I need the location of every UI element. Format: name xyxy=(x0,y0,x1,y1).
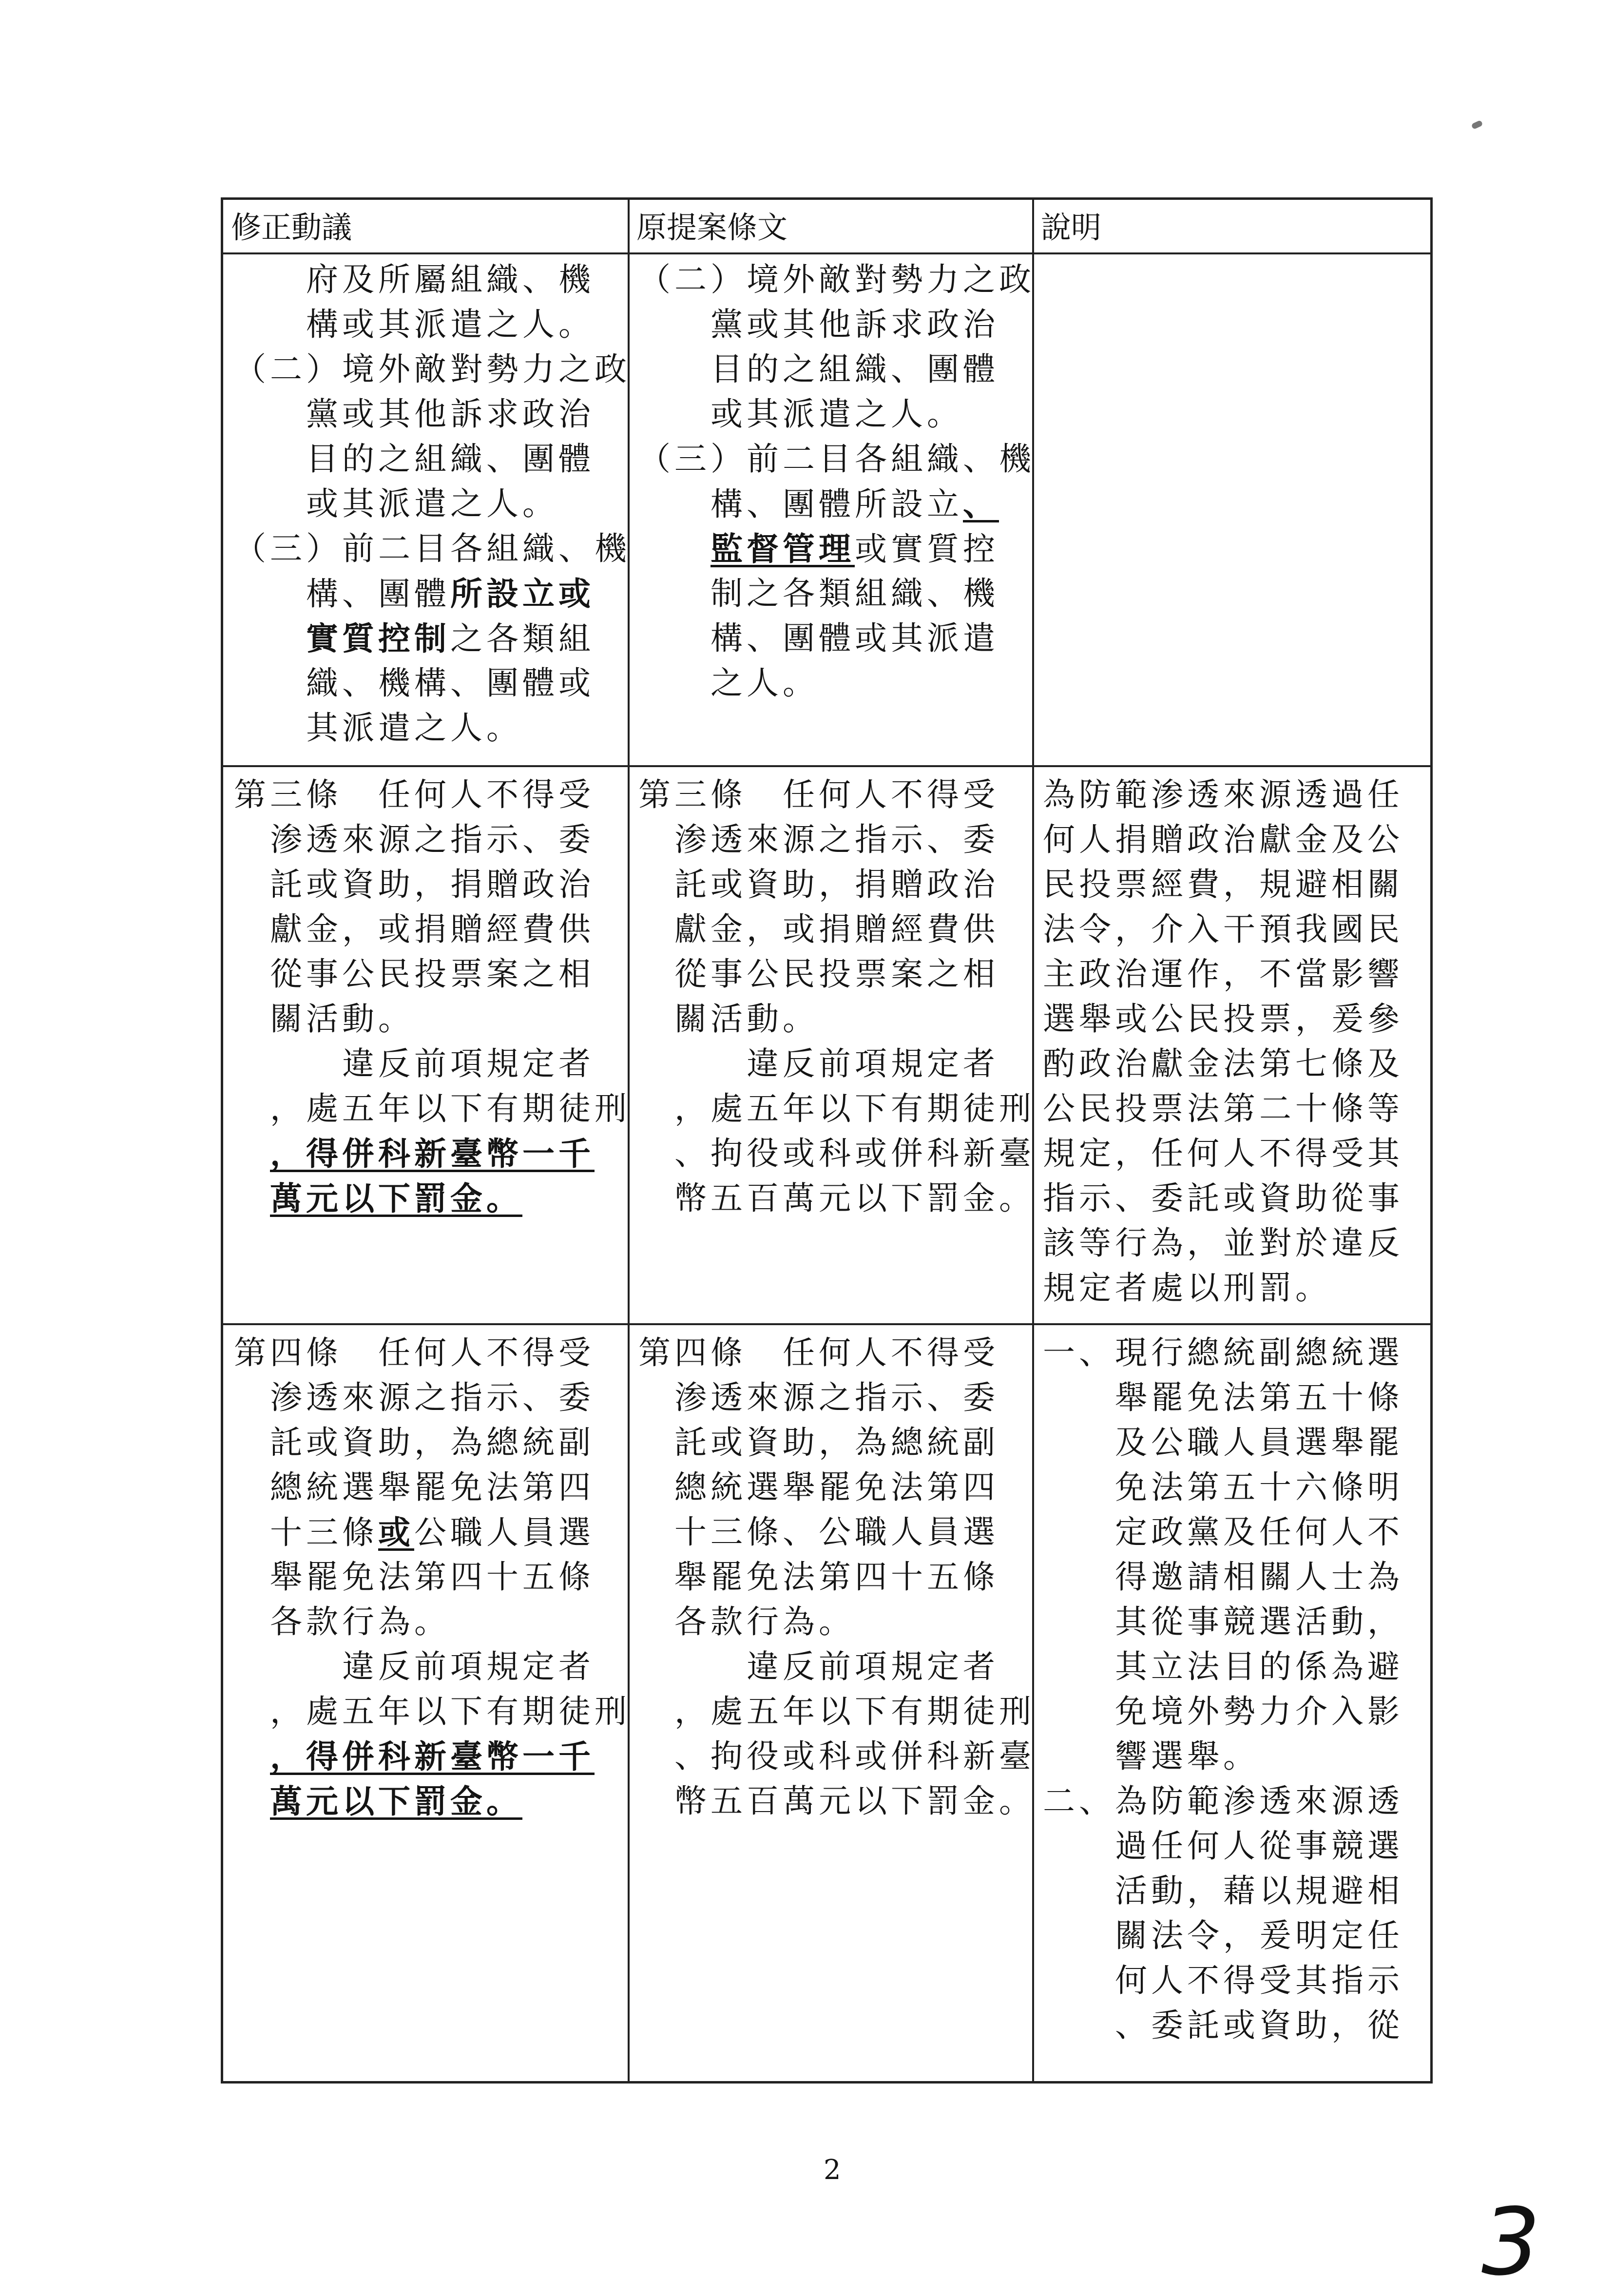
text-line xyxy=(234,817,631,862)
article4-original-text xyxy=(638,1331,1035,1824)
text-line xyxy=(234,257,631,302)
text-segment: （二）境外敵對勢力之政 xyxy=(234,350,631,388)
text-line xyxy=(1043,1555,1403,1600)
text-line xyxy=(234,1420,631,1465)
text-line xyxy=(638,997,1035,1042)
text-line xyxy=(638,1510,1035,1555)
text-line xyxy=(234,1176,631,1221)
text-segment: 十三條、公職人員選 xyxy=(638,1513,999,1551)
text-segment: 目的之組織、團體 xyxy=(234,440,595,478)
text-line xyxy=(234,482,631,526)
text-segment: （三）前二目各組織、機 xyxy=(234,530,631,567)
scan-speck xyxy=(1471,120,1483,130)
text-line xyxy=(638,1555,1035,1600)
text-segment: 構、團體或其派遣 xyxy=(638,619,999,657)
header-explanation: 說明 xyxy=(1041,210,1102,245)
text-segment: 主政治運作，不當影響 xyxy=(1043,955,1403,993)
text-line xyxy=(1043,772,1403,817)
emphasized-text: 所設立或 xyxy=(450,575,595,613)
text-segment: 各款行為。 xyxy=(638,1603,855,1640)
text-segment: 一、現行總統副總統選 xyxy=(1043,1334,1403,1371)
text-segment: 免法第五十六條明 xyxy=(1043,1468,1403,1506)
text-segment: 託或資助，為總統副 xyxy=(638,1424,999,1461)
text-line xyxy=(1043,1042,1403,1086)
text-line xyxy=(638,616,1035,661)
text-segment: 府及所屬組織、機 xyxy=(234,261,595,298)
text-segment: 黨或其他訴求政治 xyxy=(638,306,999,343)
text-line xyxy=(638,1734,1035,1779)
text-line xyxy=(234,616,631,661)
text-segment: 從事公民投票案之相 xyxy=(234,955,595,993)
text-segment: 獻金，或捐贈經費供 xyxy=(638,910,999,948)
comparison-table xyxy=(221,197,1433,2084)
row1-original-text xyxy=(638,257,1035,706)
text-line xyxy=(234,862,631,907)
emphasized-text: 監督管理 xyxy=(710,530,855,568)
text-segment: 構或其派遣之人。 xyxy=(234,306,595,343)
text-line xyxy=(1043,1913,1403,1958)
emphasized-text: 萬元以下罰金。 xyxy=(270,1179,522,1217)
text-line xyxy=(638,437,1035,482)
text-line xyxy=(234,526,631,571)
row-divider xyxy=(223,765,1430,767)
text-segment xyxy=(638,530,710,568)
text-line xyxy=(234,347,631,392)
text-line xyxy=(638,661,1035,706)
text-line xyxy=(1043,1086,1403,1131)
header-divider xyxy=(223,252,1430,254)
text-segment: 公職人員選 xyxy=(414,1514,595,1551)
article4-explanation-text xyxy=(1043,1331,1403,2048)
text-segment: 法令，介入干預我國民 xyxy=(1043,910,1403,948)
text-segment: 酌政治獻金法第七條及 xyxy=(1043,1045,1403,1082)
text-line xyxy=(234,392,631,437)
text-line xyxy=(1043,1779,1403,1824)
text-segment: 何人不得受其指示 xyxy=(1043,1962,1403,1999)
emphasized-text: ，得併科新臺幣一千 xyxy=(270,1737,595,1775)
text-segment: 關活動。 xyxy=(638,1000,819,1038)
text-segment xyxy=(234,1180,270,1217)
text-segment: ，處五年以下有期徒刑 xyxy=(234,1090,631,1127)
text-line xyxy=(1043,1331,1403,1375)
page-number: 2 xyxy=(824,2154,841,2186)
text-segment: 或實質控 xyxy=(855,530,999,568)
text-segment: 渗透來源之指示、委 xyxy=(234,821,595,858)
text-line xyxy=(1043,817,1403,862)
text-segment: （三）前二目各組織、機 xyxy=(638,440,1035,478)
text-line xyxy=(638,526,1035,571)
text-segment: 過任何人從事競選 xyxy=(1043,1827,1403,1865)
text-segment: 違反前項規定者 xyxy=(234,1648,595,1685)
text-line xyxy=(1043,2003,1403,2048)
text-segment: 違反前項規定者 xyxy=(638,1648,999,1685)
text-segment: 規定者處以刑罰。 xyxy=(1043,1269,1331,1307)
text-line xyxy=(638,1331,1035,1375)
text-line xyxy=(234,302,631,347)
text-line xyxy=(638,862,1035,907)
handwritten-page-mark: 3 xyxy=(1481,2188,1540,2296)
text-line xyxy=(234,571,631,616)
text-segment: 十三條 xyxy=(234,1514,378,1551)
text-segment: 或其派遣之人。 xyxy=(234,485,558,522)
text-line xyxy=(638,1600,1035,1644)
article4-amendment-text xyxy=(234,1331,631,1824)
text-line xyxy=(234,1600,631,1644)
text-segment: 關活動。 xyxy=(234,1000,414,1038)
article3-amendment-text xyxy=(234,772,631,1221)
text-segment: 從事公民投票案之相 xyxy=(638,955,999,993)
text-line xyxy=(1043,952,1403,997)
text-segment: 舉罷免法第五十條 xyxy=(1043,1379,1403,1416)
text-line xyxy=(638,952,1035,997)
text-segment: 之人。 xyxy=(638,664,819,702)
text-segment: 、委託或資助，從 xyxy=(1043,2007,1403,2044)
text-line xyxy=(638,1086,1035,1131)
text-line xyxy=(1043,1131,1403,1176)
text-segment: 其派遣之人。 xyxy=(234,709,522,747)
text-line xyxy=(1043,1644,1403,1689)
text-segment: 關法令，爰明定任 xyxy=(1043,1917,1403,1954)
text-segment: 為防範渗透來源透過任 xyxy=(1043,776,1403,813)
text-line xyxy=(1043,1958,1403,2003)
emphasized-text: 實質控制 xyxy=(306,619,450,657)
text-line xyxy=(1043,1266,1403,1311)
text-line xyxy=(638,482,1035,526)
text-line xyxy=(1043,862,1403,907)
text-segment: 第四條 任何人不得受 xyxy=(234,1334,595,1371)
text-segment: 總統選舉罷免法第四 xyxy=(638,1468,999,1506)
article3-original-text xyxy=(638,772,1035,1221)
text-segment xyxy=(234,620,306,657)
text-line xyxy=(1043,1375,1403,1420)
text-segment: 獻金，或捐贈經費供 xyxy=(234,910,595,948)
text-line xyxy=(1043,1465,1403,1510)
text-line xyxy=(234,907,631,952)
text-segment xyxy=(234,1135,270,1173)
text-segment: 二、為防範渗透來源透 xyxy=(1043,1782,1403,1820)
text-segment: 第三條 任何人不得受 xyxy=(638,776,999,813)
text-line xyxy=(638,1042,1035,1086)
text-line xyxy=(1043,997,1403,1042)
text-segment: 構、團體所設立 xyxy=(638,485,963,523)
text-line xyxy=(638,1465,1035,1510)
text-segment: 之各類組 xyxy=(450,620,595,657)
text-segment: 託或資助，為總統副 xyxy=(234,1424,595,1461)
text-segment xyxy=(234,1738,270,1775)
text-segment: 活動，藉以規避相 xyxy=(1043,1872,1403,1910)
text-line xyxy=(234,772,631,817)
row1-amendment-text xyxy=(234,257,631,751)
text-segment: 渗透來源之指示、委 xyxy=(234,1379,595,1416)
text-line xyxy=(234,1779,631,1824)
emphasized-text: 萬元以下罰金。 xyxy=(270,1782,522,1820)
text-segment: 違反前項規定者 xyxy=(234,1045,595,1082)
text-line xyxy=(1043,1510,1403,1555)
text-line xyxy=(234,437,631,482)
text-segment: 幣五百萬元以下罰金。 xyxy=(638,1782,1035,1820)
text-segment: ，處五年以下有期徒刑 xyxy=(234,1693,631,1730)
text-line xyxy=(1043,1689,1403,1734)
emphasized-text: ，得併科新臺幣一千 xyxy=(270,1135,595,1173)
text-line xyxy=(638,1176,1035,1221)
text-segment: （二）境外敵對勢力之政 xyxy=(638,261,1035,298)
text-segment: 響選舉。 xyxy=(1043,1737,1259,1775)
text-segment: 織、機構、團體或 xyxy=(234,664,595,702)
text-segment: 各款行為。 xyxy=(234,1603,450,1640)
row-divider xyxy=(223,1323,1430,1325)
text-segment: 第四條 任何人不得受 xyxy=(638,1334,999,1371)
text-line xyxy=(234,997,631,1042)
text-segment: 總統選舉罷免法第四 xyxy=(234,1468,595,1506)
text-line xyxy=(638,347,1035,392)
text-segment: 其立法目的係為避 xyxy=(1043,1648,1403,1685)
text-line xyxy=(1043,907,1403,952)
text-segment xyxy=(234,1783,270,1820)
emphasized-text: 或 xyxy=(378,1513,414,1551)
text-segment: 違反前項規定者 xyxy=(638,1045,999,1082)
text-line xyxy=(638,1689,1035,1734)
text-line xyxy=(638,1420,1035,1465)
text-segment: 民投票經費，規避相關 xyxy=(1043,866,1403,903)
header-original: 原提案條文 xyxy=(636,210,788,245)
text-line xyxy=(234,1644,631,1689)
text-line xyxy=(1043,1420,1403,1465)
text-line xyxy=(638,772,1035,817)
text-line xyxy=(234,1689,631,1734)
text-segment: 其從事競選活動， xyxy=(1043,1603,1403,1640)
text-segment: 構、團體 xyxy=(234,575,450,613)
text-segment: 公民投票法第二十條等 xyxy=(1043,1090,1403,1127)
text-line xyxy=(638,1131,1035,1176)
text-line xyxy=(234,1555,631,1600)
text-segment: 目的之組織、團體 xyxy=(638,350,999,388)
header-amendment: 修正動議 xyxy=(231,210,352,245)
text-line xyxy=(638,302,1035,347)
text-line xyxy=(234,1086,631,1131)
text-line xyxy=(234,1734,631,1779)
text-line xyxy=(1043,1734,1403,1779)
text-segment: 託或資助，捐贈政治 xyxy=(234,866,595,903)
text-segment: 定政黨及任何人不 xyxy=(1043,1513,1403,1551)
text-segment: ，處五年以下有期徒刑 xyxy=(638,1693,1035,1730)
text-line xyxy=(638,1779,1035,1824)
text-segment: 黨或其他訴求政治 xyxy=(234,395,595,433)
emphasized-text: 、 xyxy=(963,485,999,523)
text-segment: 渗透來源之指示、委 xyxy=(638,821,999,858)
text-line xyxy=(1043,1824,1403,1869)
text-line xyxy=(638,1375,1035,1420)
text-line xyxy=(234,1331,631,1375)
text-segment: ，處五年以下有期徒刑 xyxy=(638,1090,1035,1127)
text-line xyxy=(234,706,631,751)
text-line xyxy=(1043,1176,1403,1221)
text-segment: 舉罷免法第四十五條 xyxy=(638,1558,999,1596)
text-line xyxy=(1043,1221,1403,1266)
text-segment: 規定，任何人不得受其 xyxy=(1043,1135,1403,1172)
text-line xyxy=(234,661,631,706)
text-line xyxy=(234,1375,631,1420)
text-segment: 、拘役或科或併科新臺 xyxy=(638,1737,1035,1775)
text-segment: 或其派遣之人。 xyxy=(638,395,963,433)
text-segment: 免境外勢力介入影 xyxy=(1043,1693,1403,1730)
text-segment: 、拘役或科或併科新臺 xyxy=(638,1135,1035,1172)
text-line xyxy=(638,257,1035,302)
text-segment: 及公職人員選舉罷 xyxy=(1043,1424,1403,1461)
text-segment: 該等行為，並對於違反 xyxy=(1043,1224,1403,1262)
text-segment: 指示、委託或資助從事 xyxy=(1043,1179,1403,1217)
text-line xyxy=(234,952,631,997)
text-segment: 幣五百萬元以下罰金。 xyxy=(638,1179,1035,1217)
text-segment: 第三條 任何人不得受 xyxy=(234,776,595,813)
text-segment: 選舉或公民投票，爰參 xyxy=(1043,1000,1403,1038)
text-segment: 舉罷免法第四十五條 xyxy=(234,1558,595,1596)
text-line xyxy=(234,1465,631,1510)
text-segment: 何人捐贈政治獻金及公 xyxy=(1043,821,1403,858)
text-segment: 制之各類組織、機 xyxy=(638,575,999,612)
text-line xyxy=(1043,1869,1403,1913)
text-line xyxy=(638,1644,1035,1689)
text-line xyxy=(638,571,1035,616)
text-segment: 託或資助，捐贈政治 xyxy=(638,866,999,903)
article3-explanation-text xyxy=(1043,772,1403,1311)
text-line xyxy=(638,392,1035,437)
text-line xyxy=(234,1131,631,1176)
text-line xyxy=(234,1042,631,1086)
text-line xyxy=(638,817,1035,862)
text-segment: 渗透來源之指示、委 xyxy=(638,1379,999,1416)
text-line xyxy=(1043,1600,1403,1644)
text-line xyxy=(638,907,1035,952)
text-line xyxy=(234,1510,631,1555)
text-segment: 得邀請相關人士為 xyxy=(1043,1558,1403,1596)
